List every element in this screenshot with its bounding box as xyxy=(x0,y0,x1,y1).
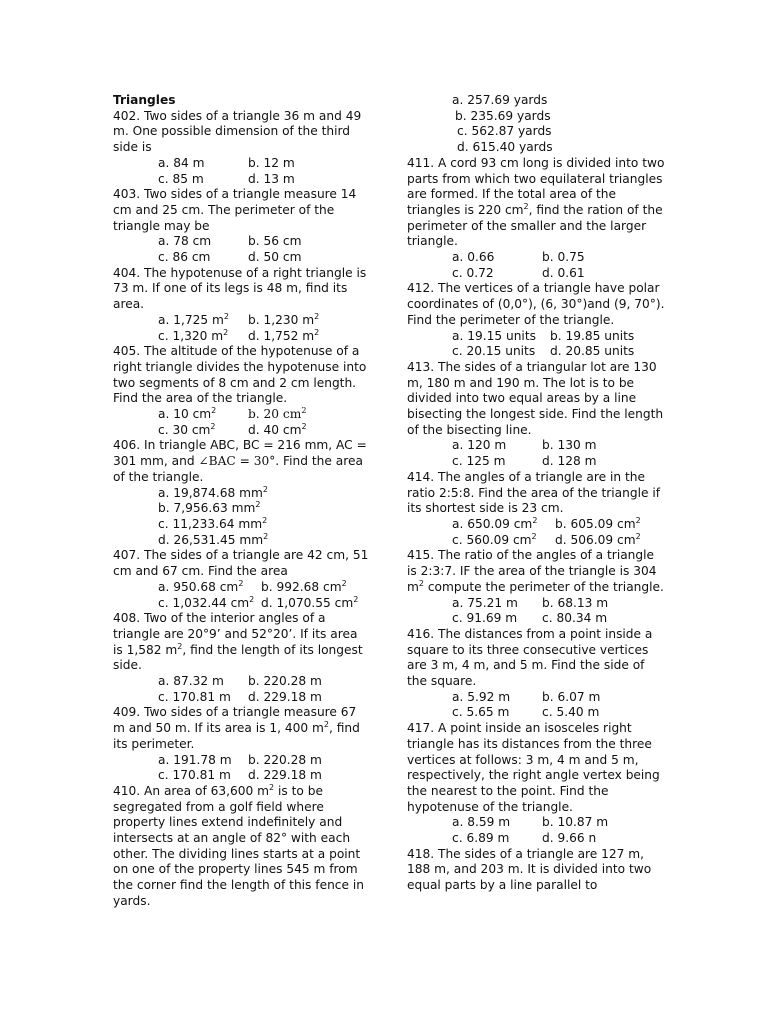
option-c: c. 91.69 m xyxy=(452,611,518,626)
option-b: b. 19.85 units xyxy=(550,328,635,343)
option-d: d. 13 m xyxy=(248,171,295,186)
option-a: a. 75.21 m xyxy=(452,595,518,610)
option-b: b. 220.28 m xyxy=(248,674,322,689)
option-c: c. 6.89 m xyxy=(452,831,510,846)
option-c: c. 20.15 units xyxy=(452,344,536,359)
option-d: d. 615.40 yards xyxy=(457,140,553,155)
question-text: 403. Two sides of a triangle measure 14 cm and 25 cm. The perimeter of the triangle may be xyxy=(113,187,357,233)
question-text: 404. The hypotenuse of a right triangle is 73 m. If one of its legs is 48 m, find its area. xyxy=(113,265,367,312)
question-404 xyxy=(113,266,371,345)
option-b: b. 56 cm xyxy=(248,234,302,249)
option-b: b. 12 m xyxy=(248,155,295,170)
question-405 xyxy=(113,344,371,438)
option-d: d. 128 m xyxy=(542,454,597,469)
option-d: c. 80.34 m xyxy=(542,611,608,626)
option-c: c. 562.87 yards xyxy=(457,124,552,139)
option-c: c. 170.81 m xyxy=(158,768,231,783)
option-c: c. 560.09 $cm^2$ xyxy=(452,531,537,547)
question-402 xyxy=(113,109,371,188)
option-a: a. 1,725 $m^2$ xyxy=(158,311,229,327)
left-column xyxy=(113,93,371,910)
option-c: c. 1,320 $m^2$ xyxy=(158,327,229,343)
option-d: d. 1,752 $m^2$ xyxy=(248,327,320,343)
answer-options xyxy=(158,753,371,784)
option-a: a. 5.92 m xyxy=(452,689,511,704)
question-407 xyxy=(113,548,371,611)
option-d: d. 229.18 m xyxy=(248,689,322,704)
option-a: a. 78 cm xyxy=(158,234,212,249)
option-a: a. 257.69 yards xyxy=(452,93,548,107)
option-b: b. 7,956.63 $mm^2$ xyxy=(158,500,261,516)
answer-options xyxy=(452,438,665,469)
option-c: c. 125 m xyxy=(452,454,506,469)
option-b: b. 220.28 m xyxy=(248,752,322,767)
answer-options xyxy=(452,517,665,548)
option-d: d. 1,070.55 $cm^2$ xyxy=(261,594,359,610)
page-title: Triangles xyxy=(113,93,176,107)
option-c: c. 0.72 xyxy=(452,265,494,280)
option-b: b. 992.68 $cm^2$ xyxy=(261,578,347,594)
question-text: 416. The distances from a point inside a square to its three consecutive vertices are 3 m, 4 m, and 5 m. Find the side of the square. xyxy=(407,626,653,689)
answer-options xyxy=(158,156,371,187)
question-text: 405. The altitude of the hypotenuse of a right triangle divides the hypotenuse into two segments of 8 cm and 2 cm length. Find the area of the triangle. xyxy=(113,344,367,406)
question-410-options xyxy=(452,93,665,156)
question-text: 414. The angles of a triangle are in the ratio 2:5:8. Find the area of the triangle if its shortest side is 23 cm. xyxy=(407,469,661,516)
option-d: d. 9.66 n xyxy=(542,831,597,846)
question-text: 413. The sides of a triangular lot are 130 m, 180 m and 190 m. The lot is to be divided into two equal areas by a line bisecting the longest side. Find the length of the bisecting line. xyxy=(407,359,664,437)
option-a: a. 650.09 $cm^2$ xyxy=(452,515,538,531)
angle-formula: ∠BAC = 30° xyxy=(198,454,276,469)
question-403 xyxy=(113,187,371,266)
answer-options xyxy=(158,580,371,611)
question-416 xyxy=(407,627,665,721)
option-d: d. 229.18 m xyxy=(248,768,322,783)
question-text: 411. A cord 93 cm long is divided into two parts from which two equilateral triangles are formed. If the total area of the triangles is 220 $cm^2$, find the ration of the perimeter of the smaller and the larger triangle. xyxy=(407,155,665,249)
option-d: d. 0.61 xyxy=(542,265,585,280)
option-b: b. 130 m xyxy=(542,438,597,453)
option-b: b. 235.69 yards xyxy=(455,108,551,123)
option-a: a. 0.66 xyxy=(452,250,495,265)
option-c: c. 85 m xyxy=(158,171,204,186)
question-412 xyxy=(407,281,665,360)
option-b: b. 10.87 m xyxy=(542,815,609,830)
answer-options xyxy=(452,596,665,627)
answer-options xyxy=(452,690,665,721)
option-d: d. 20.85 units xyxy=(550,344,635,359)
option-d: d. 506.09 $cm^2$ xyxy=(555,531,641,547)
question-408 xyxy=(113,611,371,705)
question-411 xyxy=(407,156,665,282)
option-a: a. 84 m xyxy=(158,155,205,170)
option-a: a. 950.68 $cm^2$ xyxy=(158,578,244,594)
option-a: a. 8.59 m xyxy=(452,815,511,830)
question-414 xyxy=(407,470,665,549)
option-d: d. 50 cm xyxy=(248,250,302,265)
option-a: a. 120 m xyxy=(452,438,507,453)
question-text: 410. An area of 63,600 $m^2$ is to be segregated from a golf field where property lines extend indefinitely and intersects at an angle of 82° with each other. The dividing lines starts at a point on one of the property lines 545 m from the corner find the length of this fence in yards. xyxy=(113,782,364,908)
question-415 xyxy=(407,548,665,627)
question-text: 412. The vertices of a triangle have polar coordinates of (0,0°), (6, 30°)and (9, 70°). Find the perimeter of the triangle. xyxy=(407,281,665,327)
answer-options xyxy=(452,250,665,281)
option-c: c. 5.65 m xyxy=(452,705,510,720)
question-text: 417. A point inside an isosceles right triangle has its distances from the three vertices at follows: 3 m, 4 m and 5 m, respectively, the right angle vertex being the nearest to the point. Find the hypotenuse of the triangle. xyxy=(407,721,660,814)
option-b: b. 6.07 m xyxy=(542,689,601,704)
option-a: a. 19.15 units xyxy=(452,328,536,343)
option-c: c. 1,032.44 $cm^2$ xyxy=(158,594,255,610)
question-418 xyxy=(407,847,665,894)
question-text: 418. The sides of a triangle are 127 m, 188 m, and 203 m. It is divided into two equal parts by a line parallel to xyxy=(407,846,652,893)
right-column xyxy=(407,93,665,894)
option-a: a. 191.78 m xyxy=(158,752,232,767)
answer-options xyxy=(158,407,371,438)
question-410 xyxy=(113,784,371,910)
option-b: b. 20 $cm^2$ xyxy=(248,406,307,422)
option-c: c. 86 cm xyxy=(158,250,211,265)
question-413 xyxy=(407,360,665,470)
question-406 xyxy=(113,438,371,548)
option-b: b. 0.75 xyxy=(542,250,585,265)
question-409 xyxy=(113,705,371,784)
question-text: 406. In triangle ABC, BC = 216 mm, AC = 301 mm, and ∠BAC = 30°. Find the area of the triangle. xyxy=(113,438,367,484)
answer-options xyxy=(158,234,371,265)
option-a: a. 19,874.68 $mm^2$ xyxy=(158,484,268,500)
option-c: c. 30 $cm^2$ xyxy=(158,421,216,437)
question-text: 409. Two sides of a triangle measure 67 m and 50 m. If its area is 1, 400 $m^2$, find its perimeter. xyxy=(113,705,360,751)
option-b: b. 1,230 $m^2$ xyxy=(248,311,320,327)
answer-options xyxy=(452,815,665,846)
question-text: 407. The sides of a triangle are 42 cm, 51 cm and 67 cm. Find the area xyxy=(113,548,369,579)
option-d: d. 26,531.45 $mm^2$ xyxy=(158,531,269,547)
question-text: 402. Two sides of a triangle 36 m and 49 m. One possible dimension of the third side is xyxy=(113,108,362,155)
option-b: b. 68.13 m xyxy=(542,595,609,610)
option-d: c. 5.40 m xyxy=(542,705,600,720)
question-text: 415. The ratio of the angles of a triangle is 2:3:7. IF the area of the triangle is 304 $m^2$ compute the perimeter of the triangle. xyxy=(407,548,664,594)
option-b: b. 605.09 $cm^2$ xyxy=(555,515,641,531)
answer-options xyxy=(158,674,371,705)
answer-options xyxy=(158,486,371,549)
question-text: 408. Two of the interior angles of a triangle are 20°9’ and 52°20’. If its area is 1,582 $m^2$, find the length of its longest side. xyxy=(113,611,363,673)
question-417 xyxy=(407,721,665,847)
option-a: a. 10 $cm^2$ xyxy=(158,406,217,422)
option-d: d. 40 $cm^2$ xyxy=(248,421,307,437)
option-c: c. 11,233.64 $mm^2$ xyxy=(158,515,268,531)
answer-options xyxy=(158,313,371,344)
answer-options xyxy=(452,329,665,360)
option-a: a. 87.32 m xyxy=(158,674,224,689)
option-c: c. 170.81 m xyxy=(158,689,231,704)
